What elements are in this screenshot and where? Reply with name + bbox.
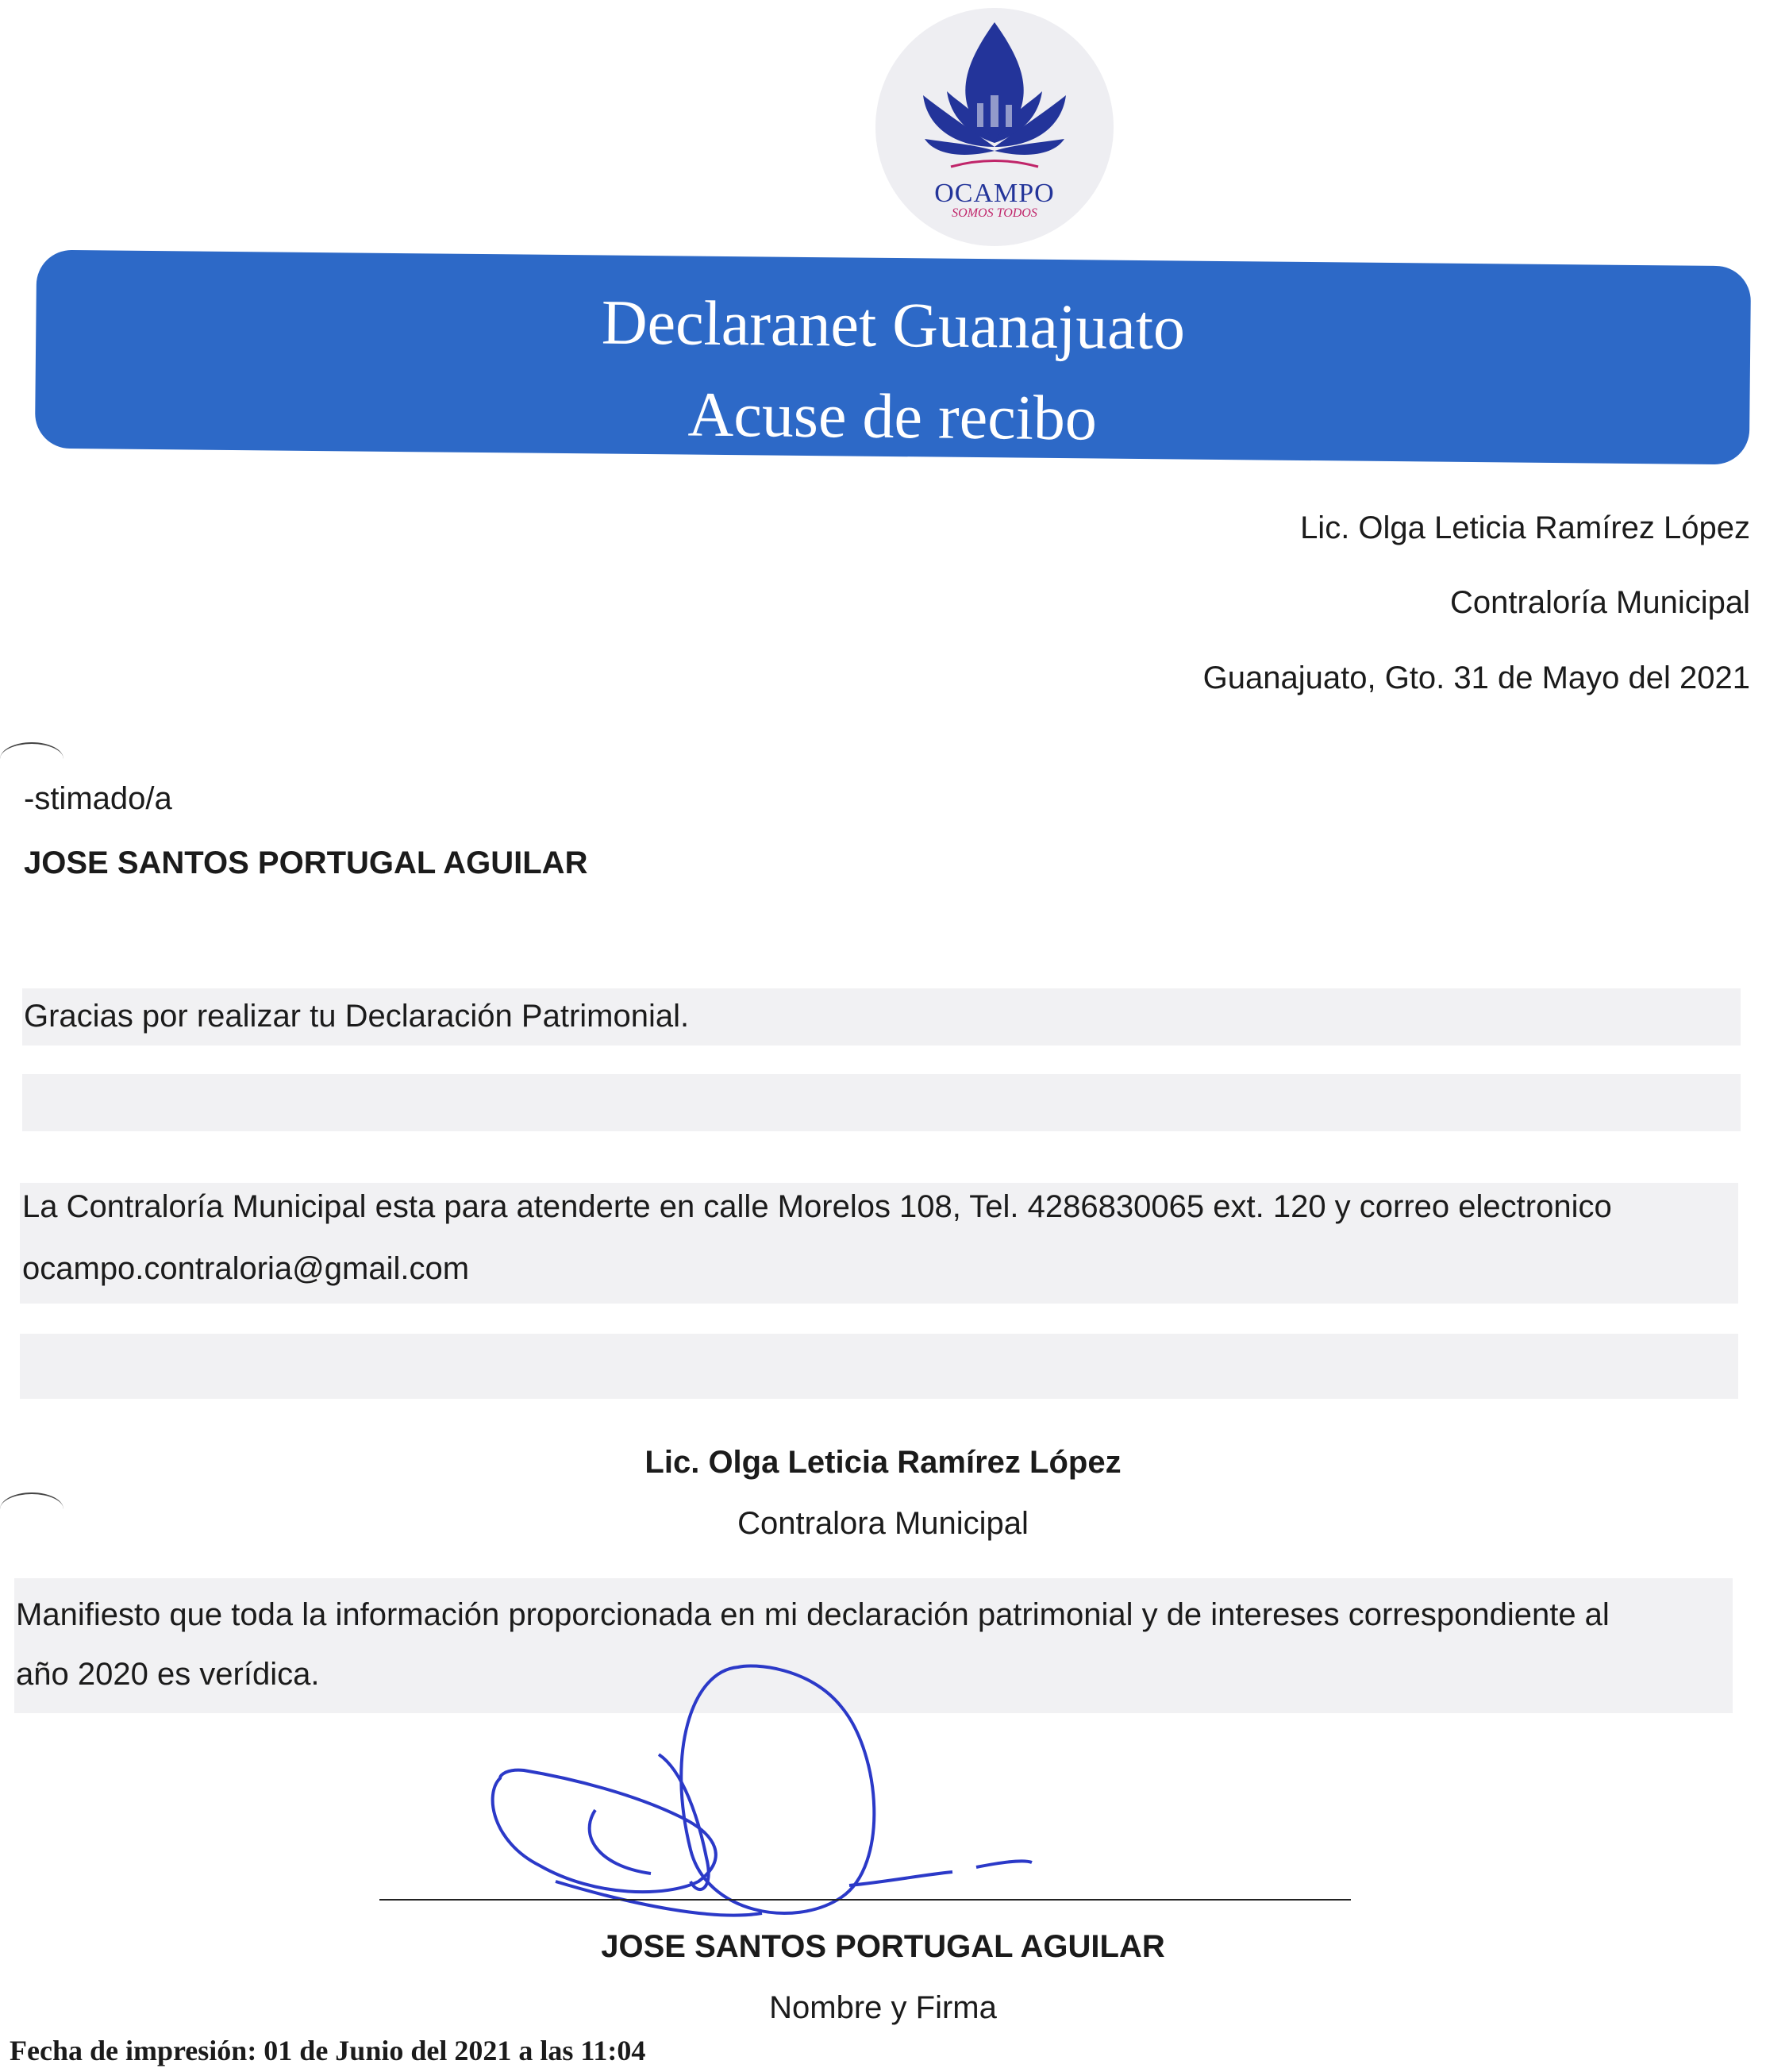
signatory-name: Lic. Olga Leticia Ramírez López <box>644 1445 1122 1480</box>
print-date: Fecha de impresión: 01 de Junio del 2021 a las 11:04 <box>10 2035 646 2066</box>
scan-corner-mark <box>0 742 63 776</box>
signature-line <box>379 1899 1351 1901</box>
ocampo-logo <box>875 8 1114 246</box>
header-official-name: Lic. Olga Leticia Ramírez López <box>1300 510 1750 545</box>
thanks-text: Gracias por realizar tu Declaración Patrimonial. <box>24 999 690 1034</box>
contact-text-line1: La Contraloría Municipal esta para atenderte en calle Morelos 108, Tel. 4286830065 ext. 120 y correo electronico <box>22 1189 1612 1224</box>
signer-name: JOSE SANTOS PORTUGAL AGUILAR <box>601 1929 1165 1964</box>
handwritten-signature <box>476 1659 1111 1929</box>
logo-tagline: SOMOS TODOS <box>952 206 1037 220</box>
title-banner <box>35 250 1751 465</box>
statement-line2: año 2020 es verídica. <box>16 1657 320 1692</box>
header-office: Contraloría Municipal <box>1450 585 1750 620</box>
header-place-date: Guanajuato, Gto. 31 de Mayo del 2021 <box>1202 660 1750 695</box>
signature-label: Nombre y Firma <box>769 1990 997 2025</box>
banner-subtitle: Acuse de recibo <box>687 379 1098 454</box>
contact-text-line2: ocampo.contraloria@gmail.com <box>22 1251 470 1286</box>
banner-title: Declaranet Guanajuato <box>601 287 1186 364</box>
logo-name: OCAMPO <box>934 179 1055 208</box>
greeting-salutation: ‐stimado/a <box>24 781 172 816</box>
signatory-title: Contralora Municipal <box>737 1506 1029 1541</box>
greeting-recipient: JOSE SANTOS PORTUGAL AGUILAR <box>24 845 588 880</box>
shaded-band <box>22 1074 1741 1131</box>
shaded-band <box>20 1334 1738 1399</box>
statement-line1: Manifiesto que toda la información proporcionada en mi declaración patrimonial y de intereses correspondiente al <box>16 1597 1610 1632</box>
